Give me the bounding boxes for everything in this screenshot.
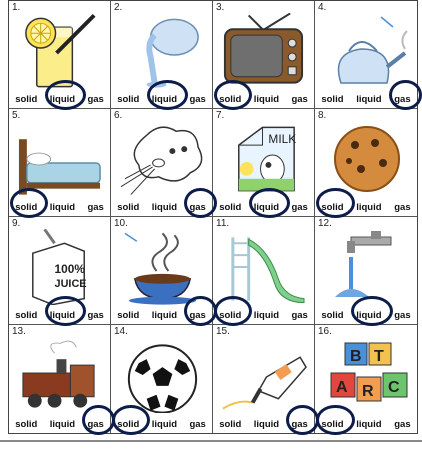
option-gas[interactable]: gas xyxy=(394,418,411,430)
answer-options xyxy=(213,92,314,106)
answer-options xyxy=(315,200,417,214)
television-icon xyxy=(219,13,308,89)
alphabet-blocks-icon xyxy=(321,337,411,413)
svg-text:R: R xyxy=(362,383,374,400)
option-solid[interactable]: solid xyxy=(117,93,140,105)
item-number: 6. xyxy=(114,110,123,121)
answer-options xyxy=(9,308,110,322)
cookie-icon xyxy=(321,121,411,197)
option-solid[interactable]: solid xyxy=(15,418,38,430)
answer-options xyxy=(9,92,110,106)
option-liquid[interactable]: liquid xyxy=(253,309,280,321)
option-liquid[interactable]: liquid xyxy=(151,418,178,430)
answer-options xyxy=(111,92,212,106)
option-solid[interactable]: solid xyxy=(117,309,140,321)
worksheet-cell xyxy=(315,217,417,325)
option-solid[interactable]: solid xyxy=(15,93,38,105)
option-gas[interactable]: gas xyxy=(87,201,104,213)
option-solid[interactable]: solid xyxy=(15,309,38,321)
worksheet-cell xyxy=(111,217,213,325)
option-liquid[interactable]: liquid xyxy=(253,201,280,213)
water-tap-icon xyxy=(321,229,411,305)
option-liquid[interactable]: liquid xyxy=(49,309,76,321)
option-gas[interactable]: gas xyxy=(291,201,308,213)
option-gas[interactable]: gas xyxy=(189,201,206,213)
option-liquid[interactable]: liquid xyxy=(253,418,280,430)
option-liquid[interactable]: liquid xyxy=(49,93,76,105)
answer-options xyxy=(315,308,417,322)
worksheet-cell xyxy=(111,109,213,217)
steaming-kettle-icon xyxy=(321,13,411,89)
svg-text:MILK: MILK xyxy=(268,132,297,147)
lemonade-glass-icon xyxy=(15,13,104,89)
item-number: 12. xyxy=(318,218,332,229)
worksheet-cell xyxy=(213,1,315,109)
item-number: 11. xyxy=(216,218,230,229)
option-liquid[interactable]: liquid xyxy=(356,309,382,321)
steam-train-icon xyxy=(15,337,104,413)
soccer-ball-icon xyxy=(117,337,206,413)
option-gas[interactable]: gas xyxy=(394,93,411,105)
slide-icon xyxy=(219,229,308,305)
item-number: 5. xyxy=(12,110,21,121)
answer-options xyxy=(213,308,314,322)
option-solid[interactable]: solid xyxy=(15,201,38,213)
answer-options xyxy=(111,417,212,431)
pouring-jug-icon xyxy=(117,13,206,89)
option-liquid[interactable]: liquid xyxy=(151,201,178,213)
option-gas[interactable]: gas xyxy=(189,309,206,321)
option-gas[interactable]: gas xyxy=(394,309,411,321)
answer-options xyxy=(9,417,110,431)
option-solid[interactable]: solid xyxy=(321,201,344,213)
worksheet-cell xyxy=(213,109,315,217)
worksheet-cell xyxy=(9,325,111,433)
answer-options xyxy=(315,417,417,431)
option-liquid[interactable]: liquid xyxy=(356,201,382,213)
option-liquid[interactable]: liquid xyxy=(356,93,382,105)
option-gas[interactable]: gas xyxy=(291,93,308,105)
option-solid[interactable]: solid xyxy=(117,418,140,430)
glue-bottle-icon xyxy=(219,337,308,413)
item-number: 10. xyxy=(114,218,128,229)
option-liquid[interactable]: liquid xyxy=(356,418,382,430)
option-gas[interactable]: gas xyxy=(87,418,104,430)
blowing-wind-icon xyxy=(117,121,206,197)
option-liquid[interactable]: liquid xyxy=(151,309,178,321)
svg-text:A: A xyxy=(336,379,348,396)
svg-text:C: C xyxy=(388,379,400,396)
svg-text:T: T xyxy=(374,348,384,365)
item-number: 4. xyxy=(318,2,327,13)
option-gas[interactable]: gas xyxy=(291,309,308,321)
answer-options xyxy=(315,92,417,106)
worksheet-cell xyxy=(9,1,111,109)
item-number: 2. xyxy=(114,2,123,13)
item-number: 16. xyxy=(318,326,332,337)
item-number: 8. xyxy=(318,110,327,121)
juice-box-icon xyxy=(15,229,104,305)
option-liquid[interactable]: liquid xyxy=(151,93,178,105)
worksheet-cell xyxy=(315,109,417,217)
option-solid[interactable]: solid xyxy=(321,418,344,430)
answer-options xyxy=(111,308,212,322)
worksheet-cell xyxy=(213,325,315,433)
worksheet-cell xyxy=(315,1,417,109)
option-solid[interactable]: solid xyxy=(117,201,140,213)
answer-options xyxy=(213,417,314,431)
item-number: 9. xyxy=(12,218,21,229)
option-liquid[interactable]: liquid xyxy=(253,93,280,105)
option-gas[interactable]: gas xyxy=(87,309,104,321)
worksheet-grid xyxy=(8,0,418,434)
answer-options xyxy=(213,200,314,214)
option-gas[interactable]: gas xyxy=(189,93,206,105)
svg-text:B: B xyxy=(350,348,362,365)
svg-text:JUICE: JUICE xyxy=(54,277,87,290)
option-solid[interactable]: solid xyxy=(321,309,344,321)
svg-text:100%: 100% xyxy=(54,261,85,276)
worksheet-cell xyxy=(213,217,315,325)
option-solid[interactable]: solid xyxy=(219,418,242,430)
item-number: 3. xyxy=(216,2,225,13)
worksheet-cell xyxy=(9,217,111,325)
option-solid[interactable]: solid xyxy=(219,201,242,213)
option-solid[interactable]: solid xyxy=(219,93,242,105)
option-solid[interactable]: solid xyxy=(219,309,242,321)
worksheet-cell xyxy=(9,109,111,217)
answer-options xyxy=(9,200,110,214)
answer-options xyxy=(111,200,212,214)
option-liquid[interactable]: liquid xyxy=(49,418,76,430)
worksheet-cell xyxy=(111,325,213,433)
milk-carton-icon xyxy=(219,121,308,197)
worksheet-cell xyxy=(111,1,213,109)
item-number: 7. xyxy=(216,110,225,121)
bed-icon xyxy=(15,121,104,197)
option-gas[interactable]: gas xyxy=(394,201,411,213)
item-number: 1. xyxy=(12,2,21,13)
item-number: 14. xyxy=(114,326,128,337)
option-gas[interactable]: gas xyxy=(87,93,104,105)
steaming-cup-icon xyxy=(117,229,206,305)
option-gas[interactable]: gas xyxy=(291,418,308,430)
option-gas[interactable]: gas xyxy=(189,418,206,430)
option-liquid[interactable]: liquid xyxy=(49,201,76,213)
worksheet-cell xyxy=(315,325,417,433)
option-solid[interactable]: solid xyxy=(321,93,344,105)
item-number: 15. xyxy=(216,326,230,337)
item-number: 13. xyxy=(12,326,26,337)
